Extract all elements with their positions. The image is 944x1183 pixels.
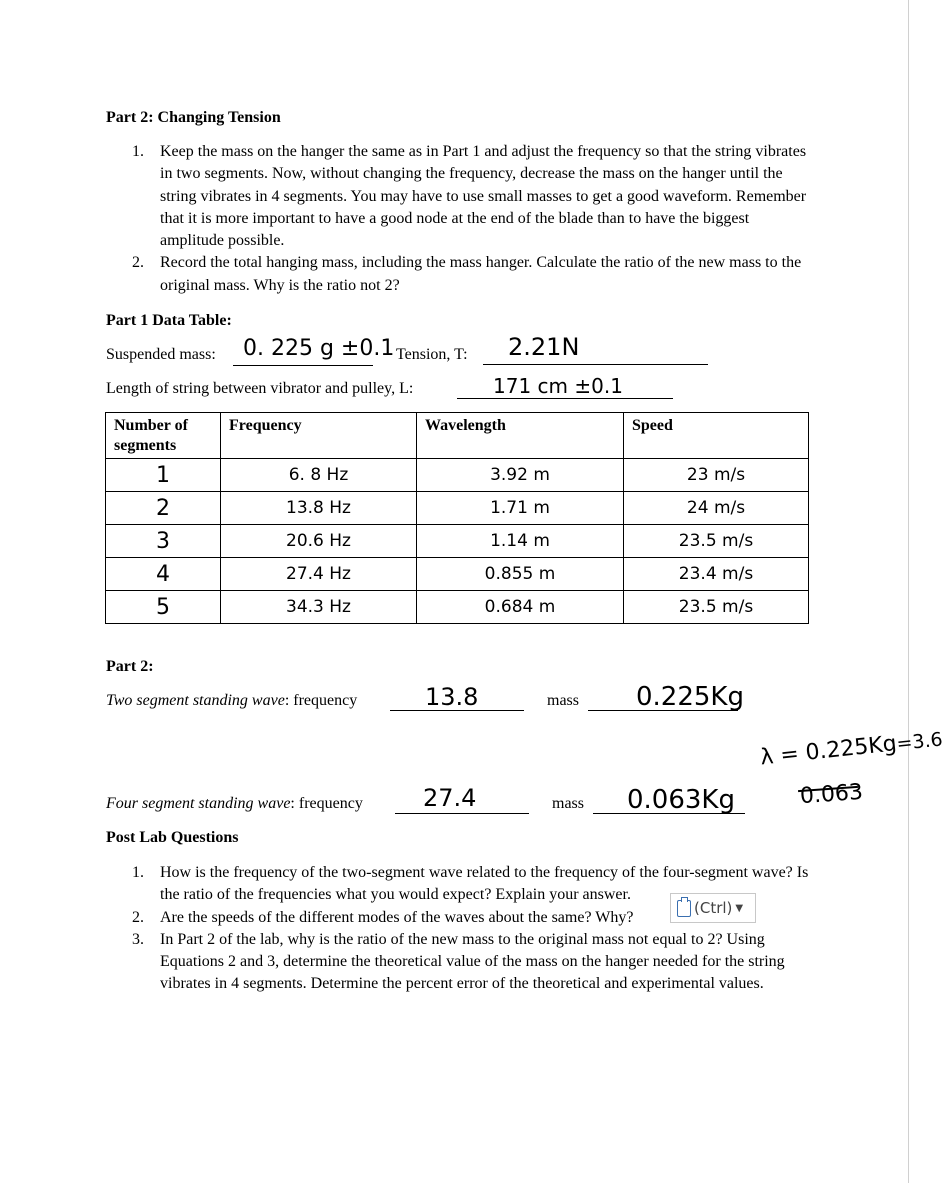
part2-steps bbox=[132, 141, 812, 297]
cell: 1 bbox=[106, 459, 221, 492]
table-header-row bbox=[106, 413, 809, 459]
cell: 0.855 m bbox=[417, 558, 624, 591]
four-segment-frequency: 27.4 bbox=[423, 784, 477, 812]
list-number: 2. bbox=[132, 254, 144, 272]
post-lab-questions bbox=[132, 862, 812, 996]
cell: 24 m/s bbox=[624, 492, 809, 525]
list-number: 2. bbox=[132, 908, 144, 926]
clipboard-icon bbox=[677, 900, 691, 917]
table-row bbox=[106, 459, 809, 492]
col-header: Wavelength bbox=[417, 413, 624, 459]
length-value: 171 cm ±0.1 bbox=[493, 374, 623, 398]
table-row bbox=[106, 558, 809, 591]
list-text: Record the total hanging mass, including the mass hanger. Calculate the ratio of the new mass to the original mass. Why is the ratio not 2? bbox=[160, 254, 802, 294]
list-text: Are the speeds of the different modes of the waves about the same? Why? bbox=[160, 908, 634, 926]
margin-calc-denominator: 0.063 bbox=[799, 779, 864, 810]
blank-line bbox=[483, 364, 708, 365]
cell: 20.6 Hz bbox=[221, 525, 417, 558]
part1-table-heading: Part 1 Data Table: bbox=[106, 312, 232, 329]
suspended-mass-label: Suspended mass: bbox=[106, 346, 216, 363]
col-header: Speed bbox=[624, 413, 809, 459]
cell: 0.684 m bbox=[417, 591, 624, 624]
cell: 13.8 Hz bbox=[221, 492, 417, 525]
blank-line bbox=[395, 813, 529, 814]
four-segment-mass: 0.063Kg bbox=[627, 785, 735, 815]
blank-line bbox=[457, 398, 673, 399]
cell: 23.4 m/s bbox=[624, 558, 809, 591]
list-number: 1. bbox=[132, 143, 144, 160]
table-row bbox=[106, 591, 809, 624]
cell: 6. 8 Hz bbox=[221, 459, 417, 492]
two-segment-label bbox=[106, 690, 357, 712]
paste-options-button[interactable] bbox=[670, 893, 756, 923]
cell: 23.5 m/s bbox=[624, 591, 809, 624]
two-segment-mass: 0.225Kg bbox=[636, 682, 744, 712]
cell: 2 bbox=[106, 492, 221, 525]
list-text: How is the frequency of the two-segment wave related to the frequency of the four-segment wave? Is the ratio of the frequencies what you would expect? Explain your answer. bbox=[160, 864, 809, 904]
label-italic: Four segment standing wave bbox=[106, 795, 291, 812]
length-label: Length of string between vibrator and pulley, L: bbox=[106, 380, 414, 397]
table-row bbox=[106, 492, 809, 525]
cell: 34.3 Hz bbox=[221, 591, 417, 624]
cell: 1.14 m bbox=[417, 525, 624, 558]
col-header: Frequency bbox=[221, 413, 417, 459]
cell: 27.4 Hz bbox=[221, 558, 417, 591]
table-row bbox=[106, 525, 809, 558]
margin-calc-numerator bbox=[759, 727, 944, 771]
list-text: Keep the mass on the hanger the same as in Part 1 and adjust the frequency so that the string vibrates in two segments. Now, without changing the frequency, decrease the mass on the hanger until the string vibrates in 4 segments. You may have to use small masses to get a good waveform. Remember that it is more important to have a good node at the end of the blade than to have the biggest amplitude possible. bbox=[160, 143, 807, 250]
data-table bbox=[105, 412, 809, 624]
two-segment-frequency: 13.8 bbox=[425, 683, 479, 711]
mass-label: mass bbox=[552, 795, 584, 812]
tension-label: Tension, T: bbox=[396, 346, 468, 363]
part2-data-heading: Part 2: bbox=[106, 658, 154, 675]
calc-result: =3.6 bbox=[895, 728, 944, 756]
label-rest: : frequency bbox=[284, 692, 358, 709]
chevron-down-icon: ▼ bbox=[735, 902, 744, 914]
cell: 3.92 m bbox=[417, 459, 624, 492]
list-number: 1. bbox=[132, 864, 144, 881]
cell: 4 bbox=[106, 558, 221, 591]
list-item bbox=[132, 252, 812, 297]
post-lab-heading: Post Lab Questions bbox=[106, 829, 239, 846]
paste-options-label: (Ctrl) bbox=[694, 899, 733, 917]
cell: 23 m/s bbox=[624, 459, 809, 492]
list-text: In Part 2 of the lab, why is the ratio of the new mass to the original mass not equal to 2? Using Equations 2 and 3, determine the theoretical value of the mass on the hanger needed for the string vibrates in 4 segments. Determine the percent error of the theoretical and experimental values. bbox=[160, 930, 785, 993]
cell: 3 bbox=[106, 525, 221, 558]
part2-heading: Part 2: Changing Tension bbox=[106, 109, 281, 126]
list-item bbox=[132, 141, 812, 252]
list-item bbox=[132, 929, 812, 996]
list-number: 3. bbox=[132, 930, 144, 948]
cell: 1.71 m bbox=[417, 492, 624, 525]
suspended-mass-value: 0. 225 g ±0.1 bbox=[243, 336, 395, 361]
page-edge bbox=[908, 0, 909, 1183]
cell: 23.5 m/s bbox=[624, 525, 809, 558]
calc-numerator: λ = 0.225Kg bbox=[759, 731, 898, 771]
col-header: Number of segments bbox=[106, 413, 221, 459]
four-segment-label bbox=[106, 793, 363, 815]
blank-line bbox=[233, 365, 373, 366]
cell: 5 bbox=[106, 591, 221, 624]
label-italic: Two segment standing wave bbox=[106, 692, 285, 709]
label-rest: : frequency bbox=[290, 795, 363, 812]
mass-label: mass bbox=[547, 692, 579, 709]
tension-value: 2.21N bbox=[508, 333, 580, 361]
